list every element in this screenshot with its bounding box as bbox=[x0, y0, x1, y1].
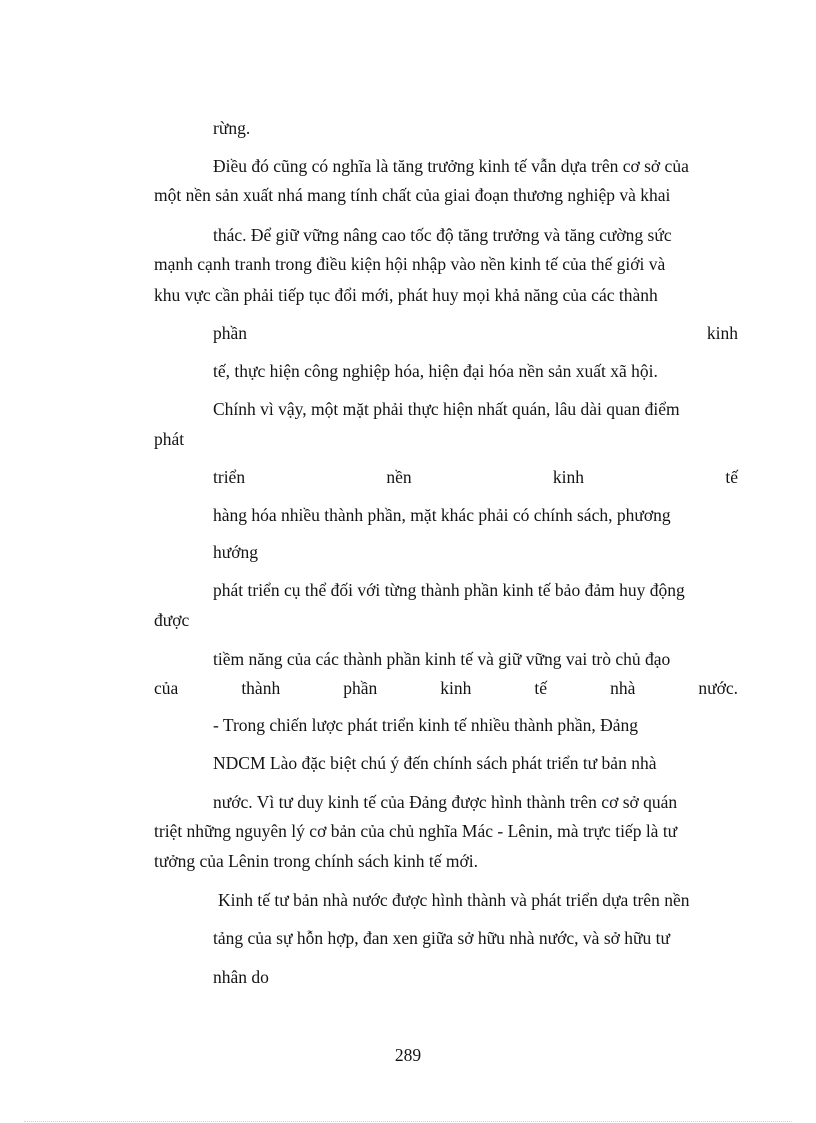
text-line: tế, thực hiện công nghiệp hóa, hiện đại hóa nền sản xuất xã hội. bbox=[213, 361, 658, 381]
word: của bbox=[154, 678, 179, 698]
text-line: nhân do bbox=[213, 967, 269, 987]
word: phần bbox=[213, 323, 248, 343]
footer-divider bbox=[24, 1121, 792, 1122]
word: tế bbox=[534, 678, 548, 698]
word: kinh bbox=[552, 467, 585, 487]
text-line: tiềm năng của các thành phần kinh tế và giữ vững vai trò chủ đạo bbox=[213, 649, 671, 669]
text-line-spread bbox=[154, 677, 738, 699]
word: thành bbox=[241, 678, 281, 698]
text-line: tưởng của Lênin trong chính sách kinh tế mới. bbox=[154, 851, 478, 871]
text-line: khu vực cần phải tiếp tục đổi mới, phát huy mọi khả năng của các thành bbox=[154, 285, 658, 305]
text-line: - Trong chiến lược phát triển kinh tế nhiều thành phần, Đảng bbox=[213, 715, 639, 735]
text-line: triệt những nguyên lý cơ bản của chủ nghĩa Mác - Lênin, mà trực tiếp là tư bbox=[154, 821, 678, 841]
word: kinh bbox=[706, 323, 738, 343]
text-line: được bbox=[154, 610, 190, 630]
text-line: phát triển cụ thể đối với từng thành phần kinh tế bảo đảm huy động bbox=[213, 580, 685, 600]
text-line-spread bbox=[213, 322, 738, 344]
word: kinh bbox=[440, 678, 472, 698]
word: nước. bbox=[698, 678, 738, 698]
text-line: hướng bbox=[213, 542, 258, 562]
word: nhà bbox=[610, 678, 636, 698]
word: triển bbox=[213, 467, 246, 487]
text-line: Kinh tế tư bản nhà nước được hình thành và phát triển dựa trên nền bbox=[218, 890, 690, 910]
text-line: nước. Vì tư duy kinh tế của Đảng được hình thành trên cơ sở quán bbox=[213, 792, 678, 812]
word: tế bbox=[725, 467, 738, 487]
text-line: rừng. bbox=[213, 118, 251, 138]
text-line: Điều đó cũng có nghĩa là tăng trưởng kinh tế vẫn dựa trên cơ sở của bbox=[213, 156, 689, 176]
text-line: phát bbox=[154, 429, 185, 449]
page-number: 289 bbox=[394, 1045, 422, 1065]
text-line: NDCM Lào đặc biệt chú ý đến chính sách phát triển tư bản nhà bbox=[213, 753, 657, 773]
word: phần bbox=[343, 678, 378, 698]
word: nền bbox=[386, 467, 412, 487]
text-line: mạnh cạnh tranh trong điều kiện hội nhập vào nền kinh tế của thế giới và bbox=[154, 254, 666, 274]
text-line-spread bbox=[213, 466, 738, 488]
text-line: tảng của sự hỗn hợp, đan xen giữa sở hữu nhà nước, và sở hữu tư bbox=[213, 928, 670, 948]
text-line: hàng hóa nhiều thành phần, mặt khác phải có chính sách, phương bbox=[213, 505, 671, 525]
text-line: Chính vì vậy, một mặt phải thực hiện nhất quán, lâu dài quan điểm bbox=[213, 399, 680, 419]
text-line: thác. Để giữ vững nâng cao tốc độ tăng trưởng và tăng cường sức bbox=[213, 225, 672, 245]
text-line: một nền sản xuất nhá mang tính chất của giai đoạn thương nghiệp và khai bbox=[154, 185, 671, 205]
